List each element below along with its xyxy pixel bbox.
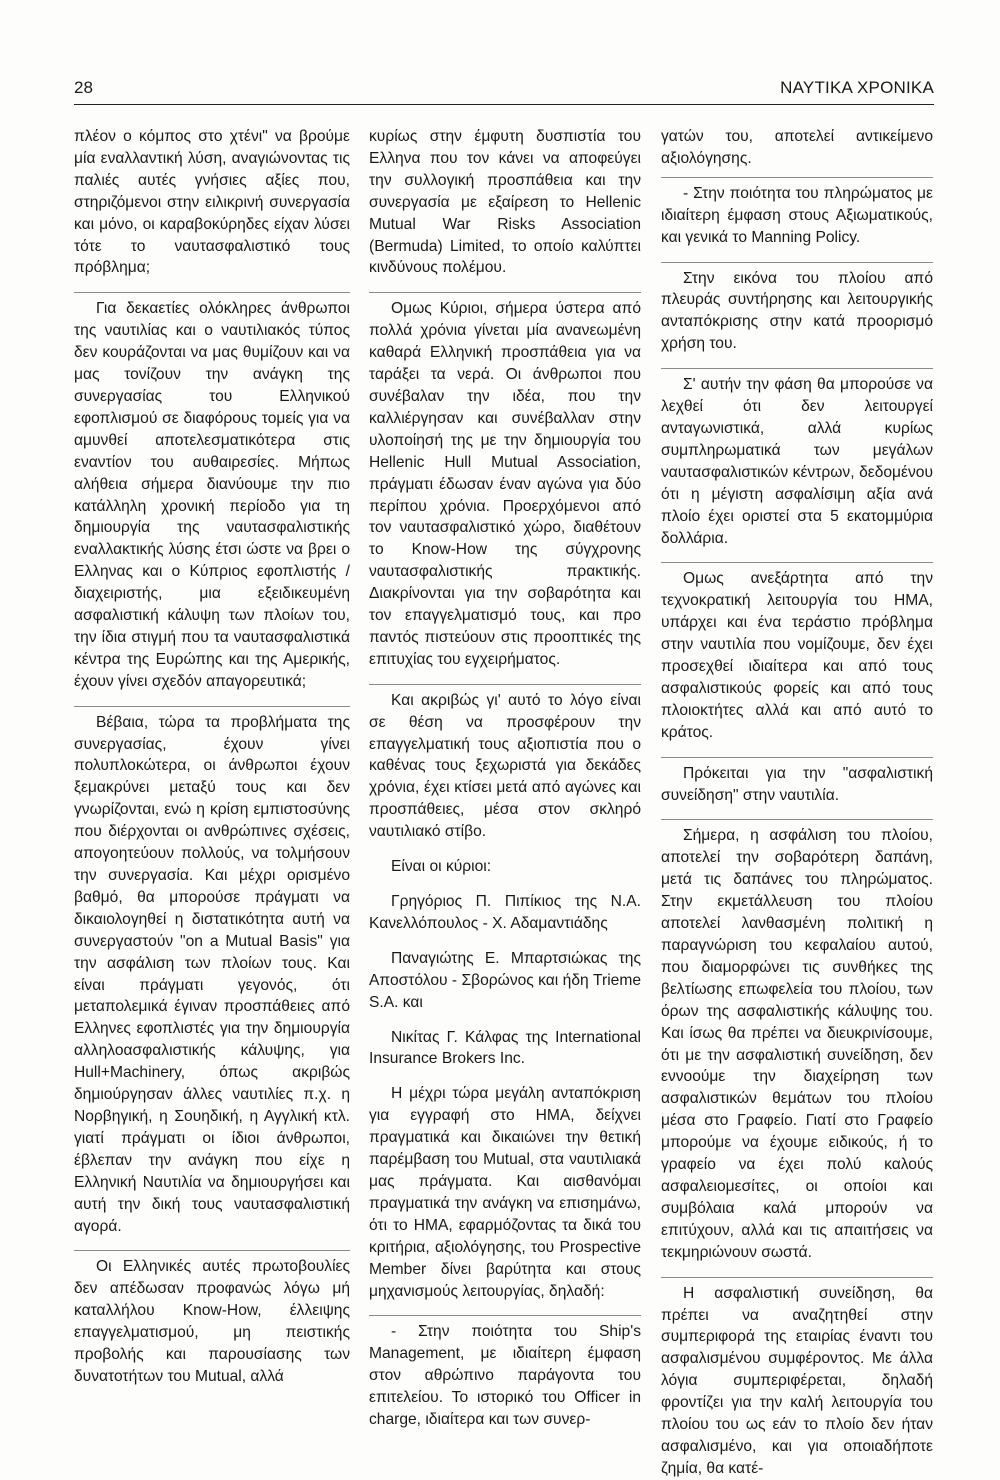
paragraph: Σ' αυτήν την φάση θα μπορούσε να λεχθεί ότι δεν λειτουργεί ανταγωνιστικά, αλλά κυρίως συμπληρωματικά των μεγάλων ναυτασφαλιστικών κέντρων, δεδομένου ότι η μέγιστη ασφαλίσιμη αξία ανά πλοίο έχει οριστεί στα 5 εκατομμύρια δολλάρια.: [661, 368, 933, 549]
paragraph: Νικίτας Γ. Κάλφας της International Insurance Brokers Inc.: [369, 1028, 641, 1068]
paragraph: Η ασφαλιστική συνείδηση, θα πρέπει να αναζητηθεί στην συμπεριφορά της εταιρίας έναντι του ασφαλισμένου συμφέροντος. Με άλλα λόγια συμπεριφέρεται, δηλαδή φροντίζει για την καλή λειτουργία του πλοίου του ως εάν το πλοίο δεν ήταν ασφαλισμένο, και για οποιαδήποτε ζημία, θα κατέ-: [661, 1277, 933, 1480]
paragraph: Ομως Κύριοι, σήμερα ύστερα από πολλά χρόνια γίνεται μία ανανεωμένη καθαρά Ελληνική προσπάθεια για να ταράξει τα νερά. Οι άνθρωποι που συνέβαλαν την ιδέα, που την καλλιέργησαν και συνέβαλλαν στην υλοποίησή της με την δημιουργία του Hellenic Hull Mutual Association, πράγματι έδωσαν έναν αγώνα για δύο περίπου χρόνια. Προερχόμενοι από τον ναυτασφαλιστικό χώρο, διαθέτουν το Know-How της σύγχρονης ναυτασφαλιστικής πρακτικής. Διακρίνονται για την σοβαρότητα και τον επαγγελματισμό τους, και προ παντός πιστεύουν στις προοπτικές της επιτυχίας του εγχειρήματος.: [369, 292, 641, 670]
page-header: [74, 76, 934, 105]
paragraph: γατών του, αποτελεί αντικείμενο αξιολόγησης.: [661, 128, 933, 167]
paragraph: Η μέχρι τώρα μεγάλη ανταπόκριση για εγγραφή στο ΗΜΑ, δείχνει πραγματικά και δικαιώνει την θετική παρέμβαση του Mutual, στα ναυτιλιακά μας πράγματα. Και αισθανόμαι πραγματικά την ανάγκη να επισημάνω, ότι το ΗΜΑ, εφαρμόζοντας τα δικά του κριτήρια, αξιολόγησης, του Prospective Member δίνει βαρύτητα και στους μηχανισμούς λειτουργίας, δηλαδή:: [369, 1085, 641, 1300]
paragraph: Γρηγόριος Π. Πιπίκιος της Ν.Α. Κανελλόπουλος - Χ. Αδαμαντιάδης: [369, 893, 641, 932]
paragraph: - Στην ποιότητα του πληρώματος με ιδιαίτερη έμφαση στους Αξιωματικούς, και γενικά το Manning Policy.: [661, 177, 933, 249]
paragraph: πλέον ο κόμπος στο χτένι" να βρούμε μία εναλλαντική λύση, αναγιώνοντας τις παλιές αυτές γνήσιες αξίες που, στηριζόμενοι στην ειλικρινή συνεργασία και μόνο, οι καραβοκύρηδες είχαν λύσει τότε το ναυτασφαλιστικό τους πρόβλημα;: [74, 128, 350, 277]
paragraph: Παναγιώτης Ε. Μπαρτσιώκας της Αποστόλου - Σβορώνος και ήδη Trieme S.A. και: [369, 949, 641, 1011]
text-column-1: [74, 126, 350, 1385]
paragraph: Ομως ανεξάρτητα από την τεχνοκρατική λειτουργία του ΗΜΑ, υπάρχει και ένα τεράστιο πρόβλημα στην ναυτιλία που νομίζουμε, δεν έχει προσεχθεί ιδιαίτερα και από τους ασφαλιστικούς φορείς και από τους πλοιοκτήτες αλλά και από αυτό το κράτος.: [661, 562, 933, 743]
paragraph: - Στην ποιότητα του Ship's Management, με ιδιαίτερη έμφαση στον αθρώπινο παράγοντα του επιτελείου. Το ιστορικό του Officer in charge, ιδιαίτερα και των συνερ-: [369, 1315, 641, 1431]
paragraph: Οι Ελληνικές αυτές πρωτοβουλίες δεν απέδωσαν προφανώς λόγω μή καταλλήλου Know-How, έλλειψης επαγγελματισμού, μη πειστικής προβολής και παρουσίασης των δυνατοτήτων του Mutual, αλλά: [74, 1250, 350, 1387]
paragraph: Είναι οι κύριοι:: [391, 858, 492, 876]
paragraph: Πρόκειται για την "ασφαλιστική συνείδηση" στην ναυτιλία.: [661, 757, 933, 807]
page-number: 28: [74, 78, 93, 97]
text-column-3: [661, 126, 933, 1477]
paragraph: Για δεκαετίες ολόκληρες άνθρωποι της ναυτιλίας και ο ναυτιλιακός τύπος δεν κουράζονται να μας θυμίζουν και να μας τονίζουν την ανάγκη της συνεργασίας του Ελληνικού εφοπλισμού σε διαφόρους τομείς για να αμυνθεί αποτελεσματικότερα στις εναντίον του αυθαιρεσίες. Μήπως αλήθεια σήμερα διανύουμε την πιο κατάλληλη χρονική περίοδο για τη δημιουργία της ναυτασφαλιστικής εναλλακτικής λύσης έτσι ώστε να βρει ο Ελληνας και ο Κύπριος εφοπλιστής /διαχειριστής, μια εξειδικευμένη ασφαλιστική κάλυψη των πλοίων του, την ίδια στιγμή που τα ναυτασφαλιστικά κέντρα της Ευρώπης και της Αμερικής, έχουν γίνει σχεδόν απαγορευτικά;: [74, 292, 350, 692]
journal-title: ΝΑΥΤΙΚΑ ΧΡΟΝΙΚΑ: [780, 78, 934, 97]
paragraph: Βέβαια, τώρα τα προβλήματα της συνεργασίας, έχουν γίνει πολυπλοκώτερα, οι άνθρωποι έχουν ξεμακρύνει μεταξύ τους και δεν γνωρίζονται, ενώ η κρίση εμπιστοσύνης που διέρχονται οι ανθρώπινες σχέσεις, απογοητεύουν πολλούς, να τολμήσουν την συνεργασία. Και μέχρι ορισμένο βαθμό, θα μπορούσε πράγματι να δικαιολογηθεί η διστατικότητα αυτή να συνεργαστούν "on a Mutual Basis" για την ασφάλιση των πλοίων τους. Και είναι πράγματι γεγονός, ότι μεταπολεμικά έγιναν προσπάθειες από Ελληνες εφοπλιστές για την δημιουργία αλληλοασφαλιστικής κάλυψης, για Hull+Machinery, όπως ακριβώς δημιούργησαν άλλες ναυτιλίες π.χ. η Νορβηγική, η Σουηδική, η Αγγλική κτλ. γιατί πράγματι οι ίδιοι άνθρωποι, έβλεπαν την ανάγκη που είχε η Ελληνική Ναυτιλία να δημιουργήσει και αυτή την δική τους ναυτασφαλιστική αγορά.: [74, 706, 350, 1238]
paragraph: Σήμερα, η ασφάλιση του πλοίου, αποτελεί την σοβαρότερη δαπάνη, μετά τις δαπάνες του πληρώματος. Στην εκμετάλλευση του πλοίου αποτελεί λανθασμένη πολιτική η παραγνώριση του κεφαλαίου αυτού, που διαμορφώνει τις συνθήκες της βελτίωσης επωφελεία του πλοίου, των όρων της ασφαλιστικής κάλυψης του. Και ίσως θα πρέπει να διευκρινίσουμε, ότι με την ασφαλιστική συνείδηση, δεν εννοούμε την διαχείρηση των ασφαλιστικών θεμάτων του πλοίου μέσα στο Γραφείο. Γιατί στο Γραφείο μπορούμε να έχουμε ειδικούς, ή το γραφείο να έχει πολύ καλούς ασφαλειομεσίτες, οι οποίοι και συμβόλαια καλά μπορούν να επιτύχουν, αλλά και τις απαιτήσεις να τεκμηριώνουν σωστά.: [661, 819, 933, 1263]
paragraph: κυρίως στην έμφυτη δυσπιστία του Ελληνα που τον κάνει να αποφεύγει την συλλογική προσπάθεια και την συνεργασία με εξαίρεση το Hellenic Mutual War Risks Association (Bermuda) Limited, το οποίο καλύπτει κινδύνους πολέμου.: [369, 128, 641, 277]
paragraph: Και ακριβώς γι' αυτό το λόγο είναι σε θέση να προσφέρουν την επαγγελματική τους αξιοπιστία που ο καθένας τους ξεχωριστά για δεκάδες χρόνια, έχει κτίσει μετά από αγώνες και προσπάθειες, μέσα στον σκληρό ναυτιλιακό στίβο.: [369, 684, 641, 843]
paragraph: Στην εικόνα του πλοίου από πλευράς συντήρησης και λειτουργικής ανταπόκρισης στην κατά προορισμό χρήση του.: [661, 262, 933, 356]
text-column-2: [369, 126, 641, 1429]
